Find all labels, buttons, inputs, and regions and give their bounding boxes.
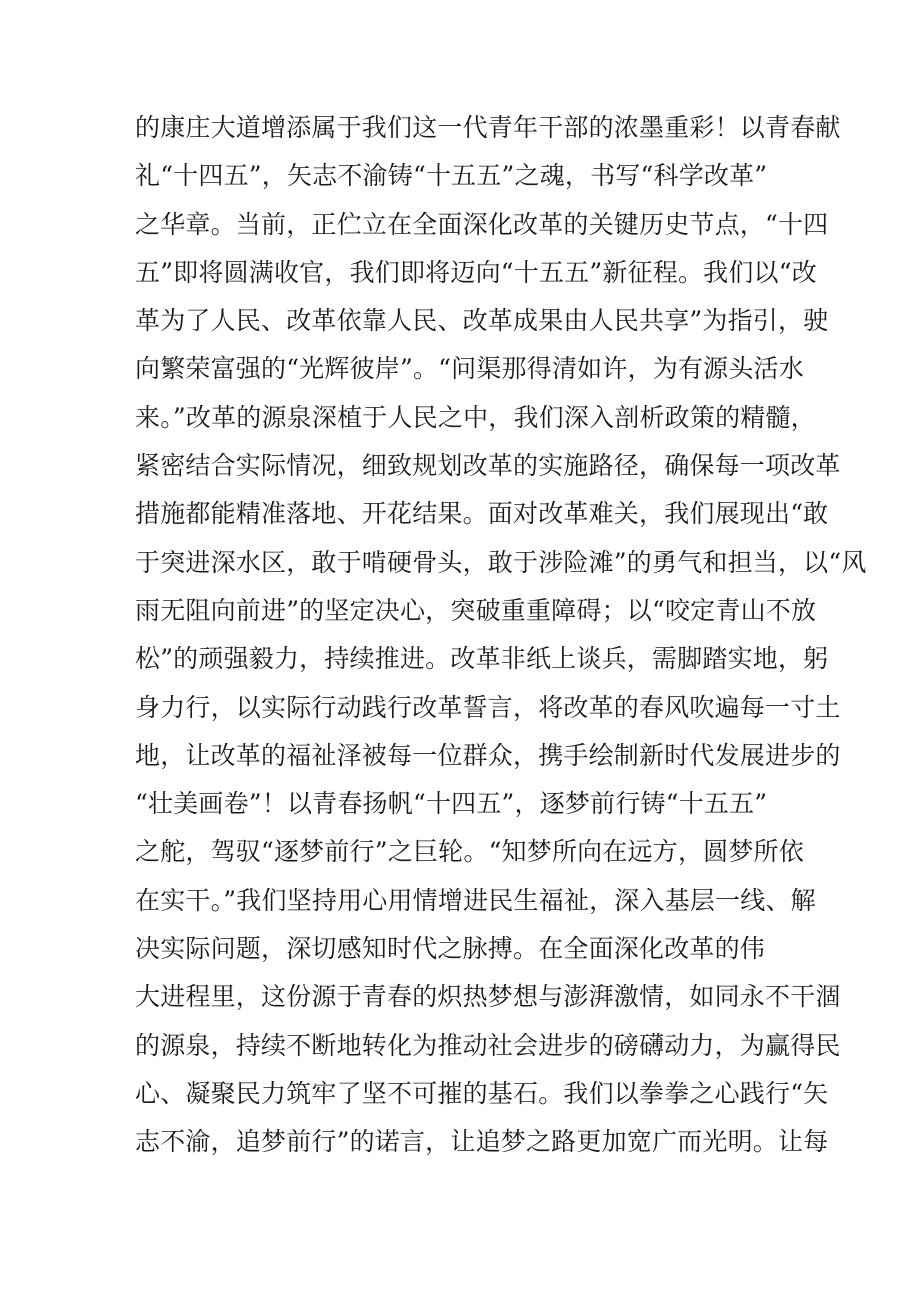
text-line: 身力行，以实际行动践行改革誓言，将改革的春风吹遍每一寸土 xyxy=(135,692,841,722)
text-line: 的康庄大道增添属于我们这一代青年干部的浓墨重彩！以青春献 xyxy=(135,113,841,142)
text-line: 之华章。当前，正伫立在全面深化改革的关键历史节点，“十四 xyxy=(135,209,829,239)
text-line: 地，让改革的福祉泽被每一位群众，携手绘制新时代发展进步的 xyxy=(135,740,841,770)
text-line: 礼“十四五”，矢志不渝铸“十五五”之魂，书写“科学改革” xyxy=(135,161,768,191)
text-line: 之舵，驾驭“逐梦前行”之巨轮。“知梦所向在远方，圆梦所依 xyxy=(135,837,804,867)
text-line: 大进程里，这份源于青春的炽热梦想与澎湃激情，如同永不干涸 xyxy=(135,982,841,1012)
text-line: 措施都能精准落地、开花结果。面对改革难关，我们展现出“敢 xyxy=(135,499,829,529)
text-line: “壮美画卷”！以青春扬帆“十四五”，逐梦前行铸“十五五” xyxy=(135,789,768,819)
text-line: 心、凝聚民力筑牢了坚不可摧的基石。我们以拳拳之心践行“矢 xyxy=(135,1078,829,1108)
text-line: 雨无阻向前进”的坚定决心，突破重重障碍；以“咬定青山不放 xyxy=(135,595,817,625)
text-line: 来。”改革的源泉深植于人民之中，我们深入剖析政策的精髓， xyxy=(135,402,816,432)
body-text xyxy=(135,104,867,1167)
text-line: 的源泉，持续不断地转化为推动社会进步的磅礴动力，为赢得民 xyxy=(135,1030,841,1060)
text-line: 五”即将圆满收官，我们即将迈向“十五五”新征程。我们以“改 xyxy=(135,257,817,287)
text-line: 在实干。”我们坚持用心用情增进民生福祉，深入基层一线、解 xyxy=(135,885,816,915)
text-line: 革为了人民、改革依靠人民、改革成果由人民共享”为指引，驶 xyxy=(135,306,829,336)
text-line: 志不渝，追梦前行”的诺言，让追梦之路更加宽广而光明。让每 xyxy=(135,1127,829,1157)
text-line: 松”的顽强毅力，持续推进。改革非纸上谈兵，需脚踏实地，躬 xyxy=(135,644,829,674)
text-line: 紧密结合实际情况，细致规划改革的实施路径，确保每一项改革 xyxy=(135,451,841,481)
text-line: 于突进深水区，敢于啃硬骨头，敢于涉险滩”的勇气和担当，以“风 xyxy=(135,547,867,577)
text-line: 决实际问题，深切感知时代之脉搏。在全面深化改革的伟 xyxy=(135,934,766,964)
text-line: 向繁荣富强的“光辉彼岸”。“问渠那得清如许，为有源头活水 xyxy=(135,354,804,384)
